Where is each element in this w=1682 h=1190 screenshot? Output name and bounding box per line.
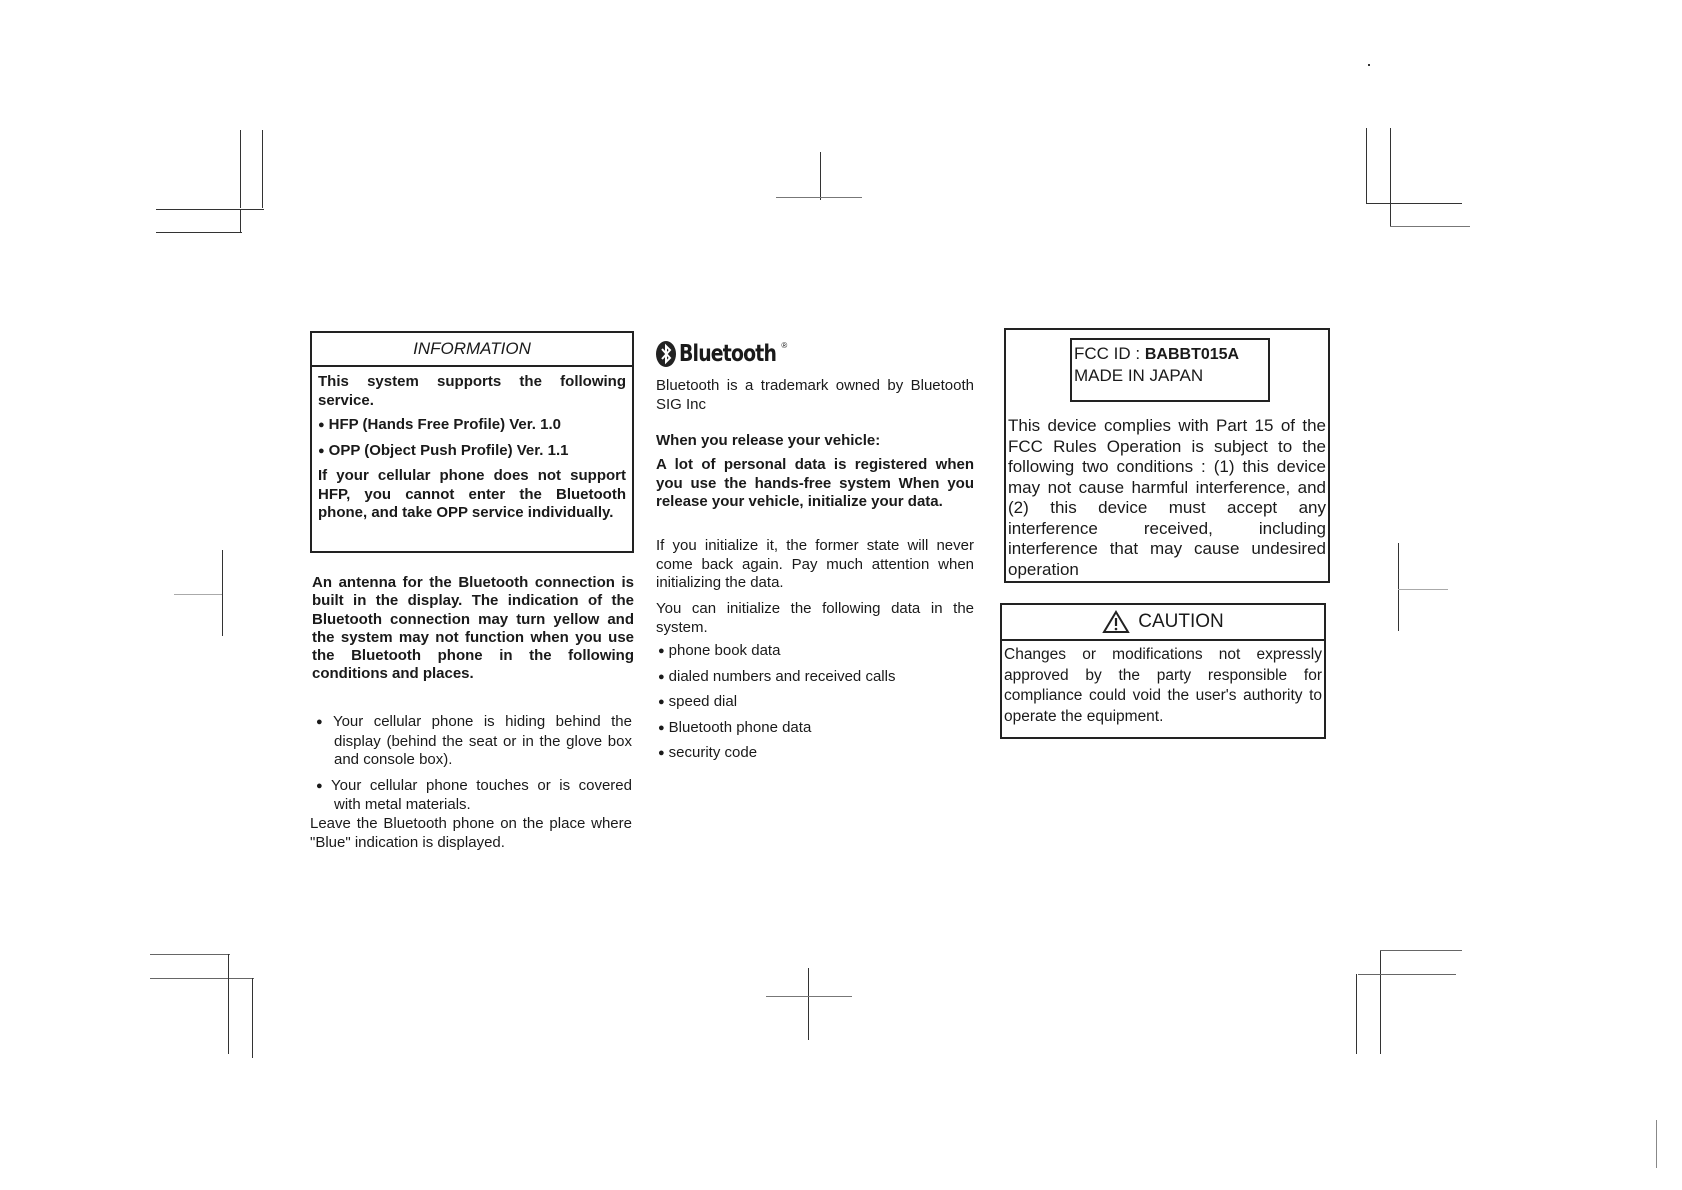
initialize-note: If you initialize it, the former state will never come back again. Pay much attention when initializing the data. bbox=[656, 537, 974, 591]
information-body bbox=[312, 367, 632, 523]
bluetooth-icon bbox=[656, 341, 676, 367]
information-intro: This system supports the following service. bbox=[318, 373, 626, 409]
information-title: INFORMATION bbox=[312, 333, 632, 367]
fcc-id-value: BABBT015A bbox=[1144, 346, 1240, 363]
trademark-note: Bluetooth is a trademark owned by Bluetooth SIG Inc bbox=[656, 377, 974, 413]
caution-header bbox=[1002, 605, 1324, 641]
release-heading: When you release your vehicle: bbox=[656, 432, 881, 449]
data-item: ● security code bbox=[658, 744, 958, 764]
data-item: ● speed dial bbox=[658, 693, 958, 713]
fcc-compliance-text: This device complies with Part 15 of the FCC Rules Operation is subject to the following two conditions : (1) this device may not cause harmful interference, and (2) this device must accept any interference received, including interference that may cause undesired operation bbox=[1008, 416, 1326, 579]
fcc-box bbox=[1004, 328, 1330, 583]
data-item: ● phone book data bbox=[658, 642, 958, 662]
initialize-data-list bbox=[658, 642, 958, 770]
data-item: ● Bluetooth phone data bbox=[658, 719, 958, 739]
caution-box bbox=[1000, 603, 1326, 739]
fcc-id-line bbox=[1074, 343, 1266, 365]
information-box bbox=[310, 331, 634, 553]
condition-item: ● Your cellular phone is hiding behind the display (behind the seat or in the glove box and console box). bbox=[316, 713, 632, 770]
bluetooth-logo-word: Bluetooth bbox=[679, 341, 777, 367]
warning-triangle-icon bbox=[1102, 610, 1130, 634]
profile-hfp: ● HFP (Hands Free Profile) Ver. 1.0 bbox=[318, 416, 626, 436]
condition-list bbox=[316, 713, 632, 822]
release-warning: A lot of personal data is registered when you use the hands-free system When you release your vehicle, initialize your data. bbox=[656, 456, 974, 510]
initialize-intro: You can initialize the following data in the system. bbox=[656, 600, 974, 636]
fcc-id-label-box bbox=[1070, 338, 1270, 402]
leave-phone-note: Leave the Bluetooth phone on the place where "Blue" indication is displayed. bbox=[310, 815, 632, 851]
bluetooth-logo bbox=[656, 338, 787, 370]
profile-opp: ● OPP (Object Push Profile) Ver. 1.1 bbox=[318, 442, 626, 462]
caution-title: CAUTION bbox=[1138, 611, 1224, 632]
data-item: ● dialed numbers and received calls bbox=[658, 668, 958, 688]
caution-text: Changes or modifications not expressly approved by the party responsible for compliance could void the user's authority to operate the equipment. bbox=[1004, 646, 1322, 725]
fcc-id-label: FCC ID : bbox=[1074, 344, 1145, 363]
bluetooth-logo-reg: ® bbox=[781, 340, 788, 350]
antenna-notice: An antenna for the Bluetooth connection is built in the display. The indication of the Bluetooth connection may turn yellow and the system may not function when you use the Bluetooth phone in the following conditions and places. bbox=[312, 574, 634, 683]
information-note: If your cellular phone does not support HFP, you cannot enter the Bluetooth phone, and take OPP service individually. bbox=[318, 467, 626, 521]
condition-item: ● Your cellular phone touches or is covered with metal materials. bbox=[316, 777, 632, 815]
made-in-label: MADE IN JAPAN bbox=[1074, 366, 1204, 385]
